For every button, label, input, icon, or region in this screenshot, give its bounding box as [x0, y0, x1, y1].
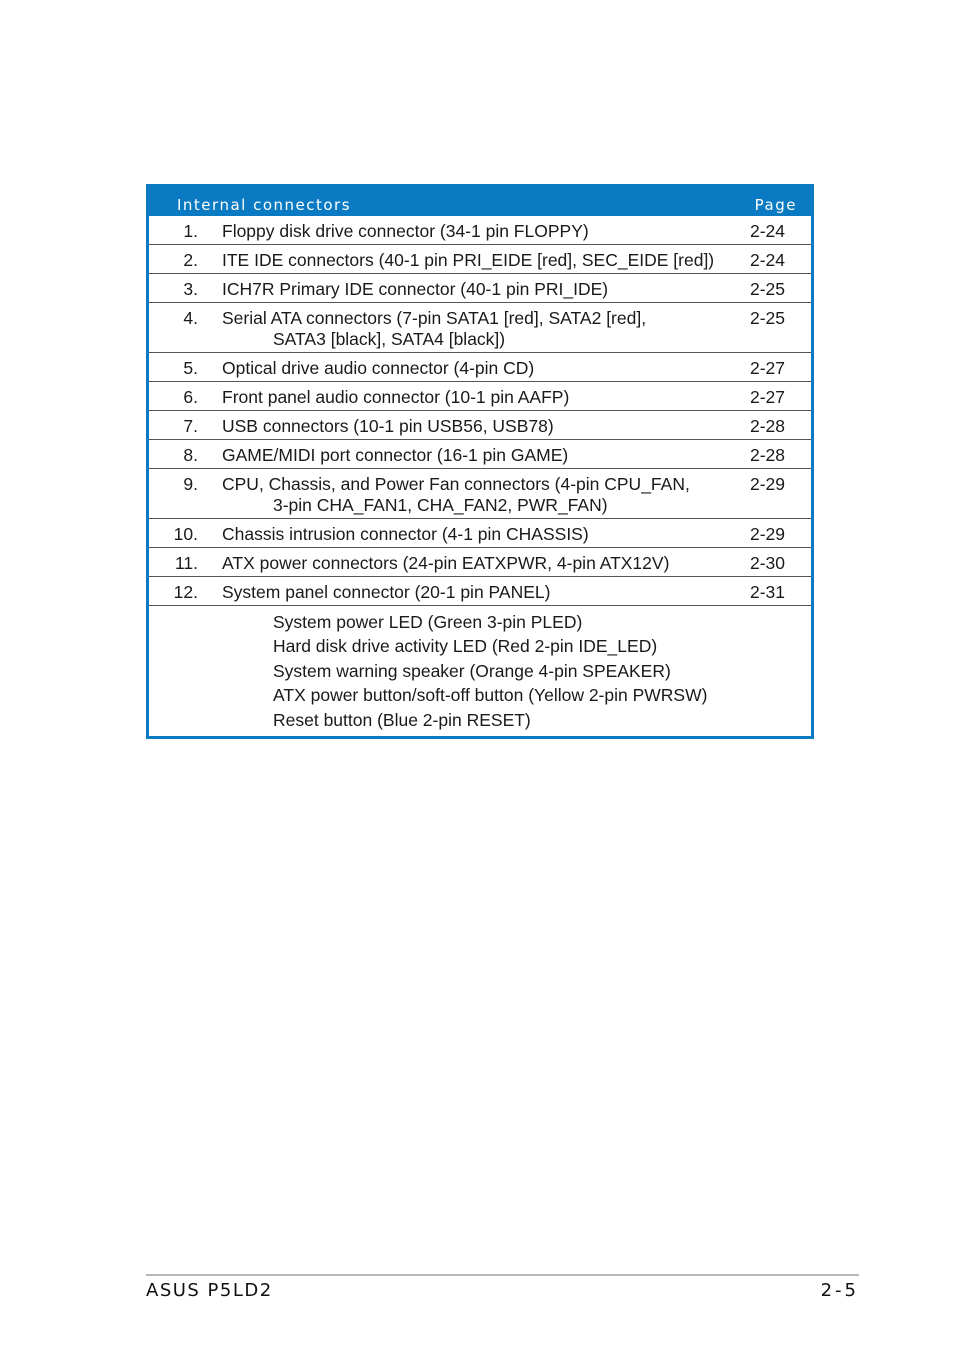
row-description-line: ATX power connectors (24-pin EATXPWR, 4-pin ATX12V) — [222, 553, 670, 573]
header-page: Page — [754, 196, 797, 214]
row-description — [222, 444, 568, 466]
footer-divider — [146, 1274, 859, 1276]
row-description-continuation: 3-pin CHA_FAN1, CHA_FAN2, PWR_FAN) — [273, 495, 608, 515]
row-description-line: Serial ATA connectors (7-pin SATA1 [red], SATA2 [red], — [222, 308, 647, 328]
row-page: 2-25 — [750, 279, 786, 299]
table-row — [149, 411, 811, 440]
row-description-line: GAME/MIDI port connector (16-1 pin GAME) — [222, 445, 569, 465]
table-row — [149, 245, 811, 274]
row-number: 12. — [173, 582, 198, 602]
row-description — [222, 220, 589, 242]
row-number: 4. — [183, 308, 198, 328]
row-description — [222, 386, 569, 408]
row-page: 2-28 — [750, 445, 786, 465]
row-number: 2. — [183, 250, 198, 270]
row-description-line: Chassis intrusion connector (4-1 pin CHASSIS) — [222, 524, 589, 544]
row-number: 11. — [174, 553, 198, 573]
list-item: System power LED (Green 3-pin PLED) — [273, 612, 583, 632]
row-description — [222, 523, 589, 545]
row-page: 2-30 — [750, 553, 786, 573]
row-number: 3. — [183, 279, 198, 299]
row-description-line: USB connectors (10-1 pin USB56, USB78) — [222, 416, 554, 436]
row-page: 2-24 — [750, 221, 786, 241]
row-description-line: ICH7R Primary IDE connector (40-1 pin PRI_IDE) — [222, 279, 609, 299]
list-item: System warning speaker (Orange 4-pin SPEAKER) — [273, 660, 671, 681]
row-description-line: Floppy disk drive connector (34-1 pin FLOPPY) — [222, 221, 589, 241]
table-row — [149, 353, 811, 382]
row-page: 2-27 — [750, 358, 786, 378]
footer-page-number: 2-5 — [820, 1280, 859, 1301]
table-row — [149, 303, 811, 353]
row-description-line: CPU, Chassis, and Power Fan connectors (4-pin CPU_FAN, — [222, 474, 690, 494]
row-description — [222, 552, 669, 574]
row-page: 2-28 — [750, 416, 786, 436]
row-number: 7. — [183, 416, 198, 436]
list-item: Hard disk drive activity LED (Red 2-pin IDE_LED) — [273, 636, 658, 657]
table-header — [149, 187, 811, 216]
connectors-table — [146, 184, 814, 739]
row-description — [222, 357, 534, 379]
row-description-line: ITE IDE connectors (40-1 pin PRI_EIDE [red], SEC_EIDE [red]) — [222, 250, 715, 270]
header-title: Internal connectors — [177, 196, 352, 214]
row-description — [222, 278, 608, 300]
row-number: 6. — [183, 387, 198, 407]
row-description-continuation: SATA3 [black], SATA4 [black]) — [273, 329, 506, 349]
row-number: 9. — [183, 474, 198, 494]
table-row — [149, 382, 811, 411]
row-page: 2-29 — [750, 474, 786, 494]
system-panel-sublist — [149, 606, 811, 736]
row-description — [222, 415, 554, 437]
table-row — [149, 577, 811, 606]
row-description-line: Front panel audio connector (10-1 pin AAFP) — [222, 387, 570, 407]
row-description — [222, 581, 550, 603]
row-description-line: Optical drive audio connector (4-pin CD) — [222, 358, 535, 378]
row-number: 8. — [183, 445, 198, 465]
row-description — [222, 307, 646, 350]
footer-product-name: ASUS P5LD2 — [146, 1280, 273, 1301]
list-item: ATX power button/soft-off button (Yellow 2-pin PWRSW) — [273, 685, 708, 706]
table-row — [149, 216, 811, 245]
list-item: Reset button (Blue 2-pin RESET) — [273, 709, 531, 730]
table-row — [149, 548, 811, 577]
table-row — [149, 469, 811, 519]
row-page: 2-27 — [750, 387, 786, 407]
table-row — [149, 519, 811, 548]
row-description — [222, 473, 690, 516]
row-description-line: System panel connector (20-1 pin PANEL) — [222, 582, 551, 602]
row-description — [222, 249, 714, 271]
row-number: 1. — [183, 221, 198, 241]
row-page: 2-29 — [750, 524, 786, 544]
row-page: 2-25 — [750, 308, 786, 328]
row-page: 2-31 — [750, 582, 786, 602]
table-row — [149, 274, 811, 303]
row-page: 2-24 — [750, 250, 786, 270]
row-number: 10. — [173, 524, 198, 544]
row-number: 5. — [183, 358, 198, 378]
table-row — [149, 440, 811, 469]
